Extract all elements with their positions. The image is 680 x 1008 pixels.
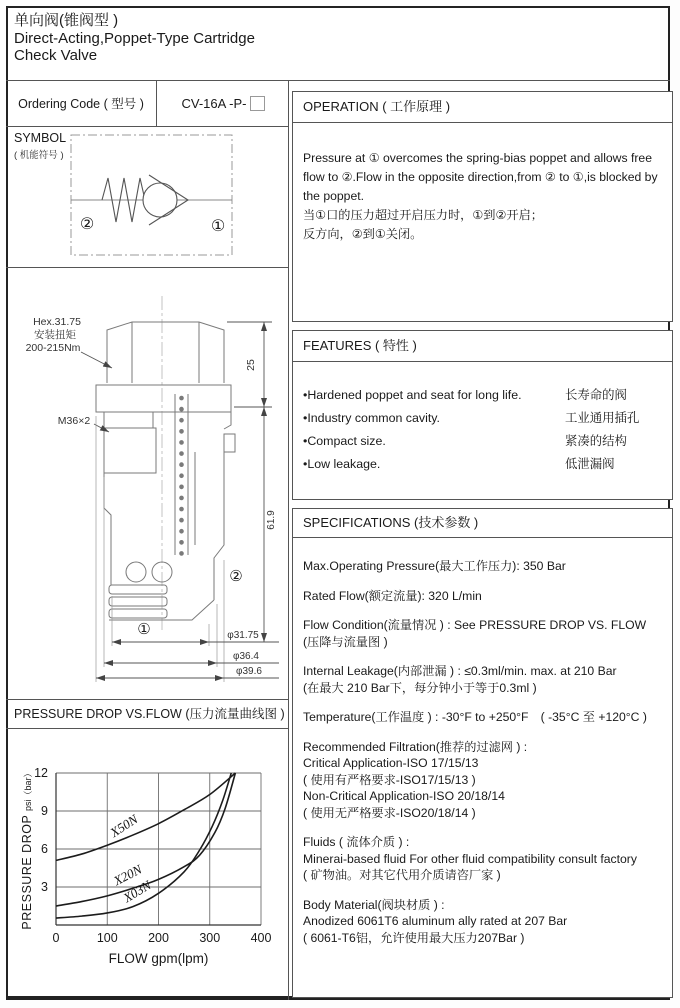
y-tick-label: 6 (41, 842, 48, 856)
symbol-section (6, 127, 289, 268)
x-tick-label: 0 (52, 931, 60, 945)
drawing-port-1: ① (137, 621, 151, 638)
spec-item (303, 709, 666, 726)
symbol-port-1: ① (210, 218, 226, 235)
hex-size-label: Hex.31.75 (33, 316, 81, 328)
dim-dia-39-6: φ39.6 (236, 666, 262, 677)
feature-item (303, 409, 672, 427)
ordering-code-row (6, 80, 289, 127)
poppet-ball-symbol (143, 183, 177, 217)
spec-line: Rated Flow(额定流量): 320 L/min (303, 588, 482, 603)
operation-text-en: Pressure at ① overcomes the spring-bias poppet and allows free flow to ②.Flow in the opposite direction,from ② to ①,is blocked by the poppet. (303, 151, 658, 203)
features-section (292, 330, 673, 500)
symbol-port-2: ② (79, 216, 95, 233)
feature-en: •Industry common cavity. (303, 411, 441, 425)
ordering-code-blank-box (250, 96, 265, 111)
feature-zh: 工业通用插孔 (565, 411, 640, 425)
operation-content (293, 123, 672, 244)
x-tick-label: 300 (199, 931, 221, 945)
features-list (293, 362, 672, 473)
chart-y-axis-label (20, 749, 36, 949)
page-title-zh: 单向阀(锥阀型 ) (14, 12, 119, 29)
y-tick-label: 3 (41, 880, 48, 894)
spec-line: ( 6061-T6铝，允许使用最大压力207Bar ) (303, 930, 525, 945)
spec-line: Internal Leakage(内部泄漏 ) : ≤0.3ml/min. max. at 210 Bar (303, 664, 617, 678)
curve-X50N (56, 773, 235, 860)
ordering-code-text: CV-16A -P- (181, 95, 247, 111)
spec-item (303, 617, 666, 650)
flange (96, 385, 231, 412)
drawing-port-2: ② (229, 568, 243, 585)
feature-item (303, 386, 672, 404)
spec-line: (压降与流量图 ) (303, 634, 388, 649)
spec-line: (在最大 210 Bar下，每分钟小于等于0.3ml ) (303, 680, 537, 695)
ordering-code-label: Ordering Code ( 型号 ) (6, 80, 157, 126)
y-axis-label-unit: psi（bar） (23, 768, 33, 811)
valve-cross-section-drawing (6, 268, 289, 700)
dim-61-9: 61.9 (266, 510, 277, 530)
dim-25: 25 (245, 359, 257, 371)
spec-line: ( 矿物油。对其它代用介质请咨厂家 ) (303, 868, 501, 882)
curve-X03N (56, 773, 231, 918)
ordering-code-value (157, 80, 289, 126)
thread-label: M36×2 (57, 415, 91, 427)
chart-section-heading: PRESSURE DROP VS.FLOW (压力流量曲线图 ) (6, 700, 289, 729)
hex-head (107, 322, 224, 383)
poppet-ball (126, 562, 146, 582)
spec-line: Body Material(阀块材质 ) : (303, 897, 445, 912)
spec-item (303, 739, 666, 822)
y-tick-label: 12 (34, 766, 48, 780)
spec-line: Minerai-based fluid For other fluid compatibility consult factory (303, 851, 637, 866)
page-title-en-1: Direct-Acting,Poppet-Type Cartridge (14, 30, 255, 47)
torque-label-zh: 安装扭矩 (34, 329, 76, 341)
feature-en: •Low leakage. (303, 457, 381, 471)
o-ring-groove (109, 597, 167, 606)
thread-groove (104, 428, 156, 473)
dim-dia-31-75: φ31.75 (227, 630, 259, 641)
drawing-labels (26, 316, 277, 677)
body-right-edge (224, 412, 231, 429)
spec-line: ( 使用无严格要求-ISO20/18/14 ) (303, 805, 476, 820)
chart-x-axis-label: FLOW gpm(lpm) (108, 951, 209, 966)
title-block (14, 12, 414, 64)
spec-item (303, 663, 666, 696)
specifications-heading: SPECIFICATIONS (技术参数 ) (293, 509, 672, 538)
curve-label-X50N: X50N (107, 811, 141, 841)
o-ring-groove (109, 585, 167, 594)
dim-dia-36-4: φ36.4 (233, 651, 259, 662)
spec-line: ( 使用有严格要求-ISO17/15/13 ) (303, 772, 476, 787)
feature-en: •Hardened poppet and seat for long life. (303, 388, 522, 402)
valve-body-outline (96, 322, 235, 620)
torque-value-label: 200-215Nm (25, 342, 81, 354)
locating-lug (224, 434, 235, 452)
dimension-lines (81, 322, 279, 682)
spec-line: Temperature(工作温度 ) : -30°F to +250°F ( -35°C 至 +120°C ) (303, 710, 647, 724)
spec-line: Anodized 6061T6 aluminum ally rated at 207 Bar (303, 914, 568, 928)
operation-text-zh-1: 当①口的压力超过开启压力时，①到②开启； (303, 208, 543, 222)
pressure-drop-chart (6, 729, 289, 996)
x-tick-label: 200 (148, 931, 169, 945)
operation-section (292, 91, 673, 322)
y-axis-label-main: PRESSURE DROP (20, 814, 34, 930)
symbol-heading: SYMBOL (14, 131, 67, 145)
spec-line: Fluids ( 流体介质 ) : (303, 835, 410, 849)
spec-item (303, 834, 666, 884)
spec-line: Flow Condition(流量情况 ) : See PRESSURE DROP VS. FLOW (303, 618, 647, 632)
x-tick-label: 400 (250, 931, 272, 945)
body-left-edge (104, 412, 111, 585)
operation-heading: OPERATION ( 工作原理 ) (293, 92, 672, 123)
nose-bottom (109, 600, 214, 620)
feature-item (303, 432, 672, 450)
spec-item (303, 588, 666, 605)
spec-item (303, 558, 666, 575)
spec-line: Max.Operating Pressure(最大工作压力): 350 Bar (303, 559, 566, 573)
spec-item (303, 897, 666, 947)
feature-zh: 紧凑的结构 (565, 434, 627, 448)
spec-line: Critical Application-ISO 17/15/13 (303, 756, 479, 770)
feature-zh: 长寿命的阀 (565, 388, 627, 402)
feature-zh: 低泄漏阀 (565, 457, 615, 471)
features-heading: FEATURES ( 特性 ) (293, 331, 672, 362)
o-ring-groove (109, 609, 167, 618)
symbol-subheading: ( 机能符号 ) (14, 150, 64, 161)
curve-label-X20N: X20N (111, 861, 145, 889)
y-tick-label: 9 (41, 804, 48, 818)
feature-en: •Compact size. (303, 434, 386, 448)
operation-text-zh-2: 反方向，②到①关闭。 (303, 227, 423, 241)
curve-label-X03N: X03N (120, 877, 154, 906)
feature-item (303, 455, 672, 473)
x-tick-label: 100 (96, 931, 118, 945)
chart-plot (6, 729, 289, 969)
dimension-drawing-section (6, 268, 289, 700)
specifications-list (293, 538, 672, 946)
page-title-en-2: Check Valve (14, 47, 98, 64)
specifications-section (292, 508, 673, 998)
spec-line: Recommended Filtration(推荐的过滤网 ) : (303, 739, 528, 754)
spec-line: Non-Critical Application-ISO 20/18/14 (303, 789, 505, 803)
